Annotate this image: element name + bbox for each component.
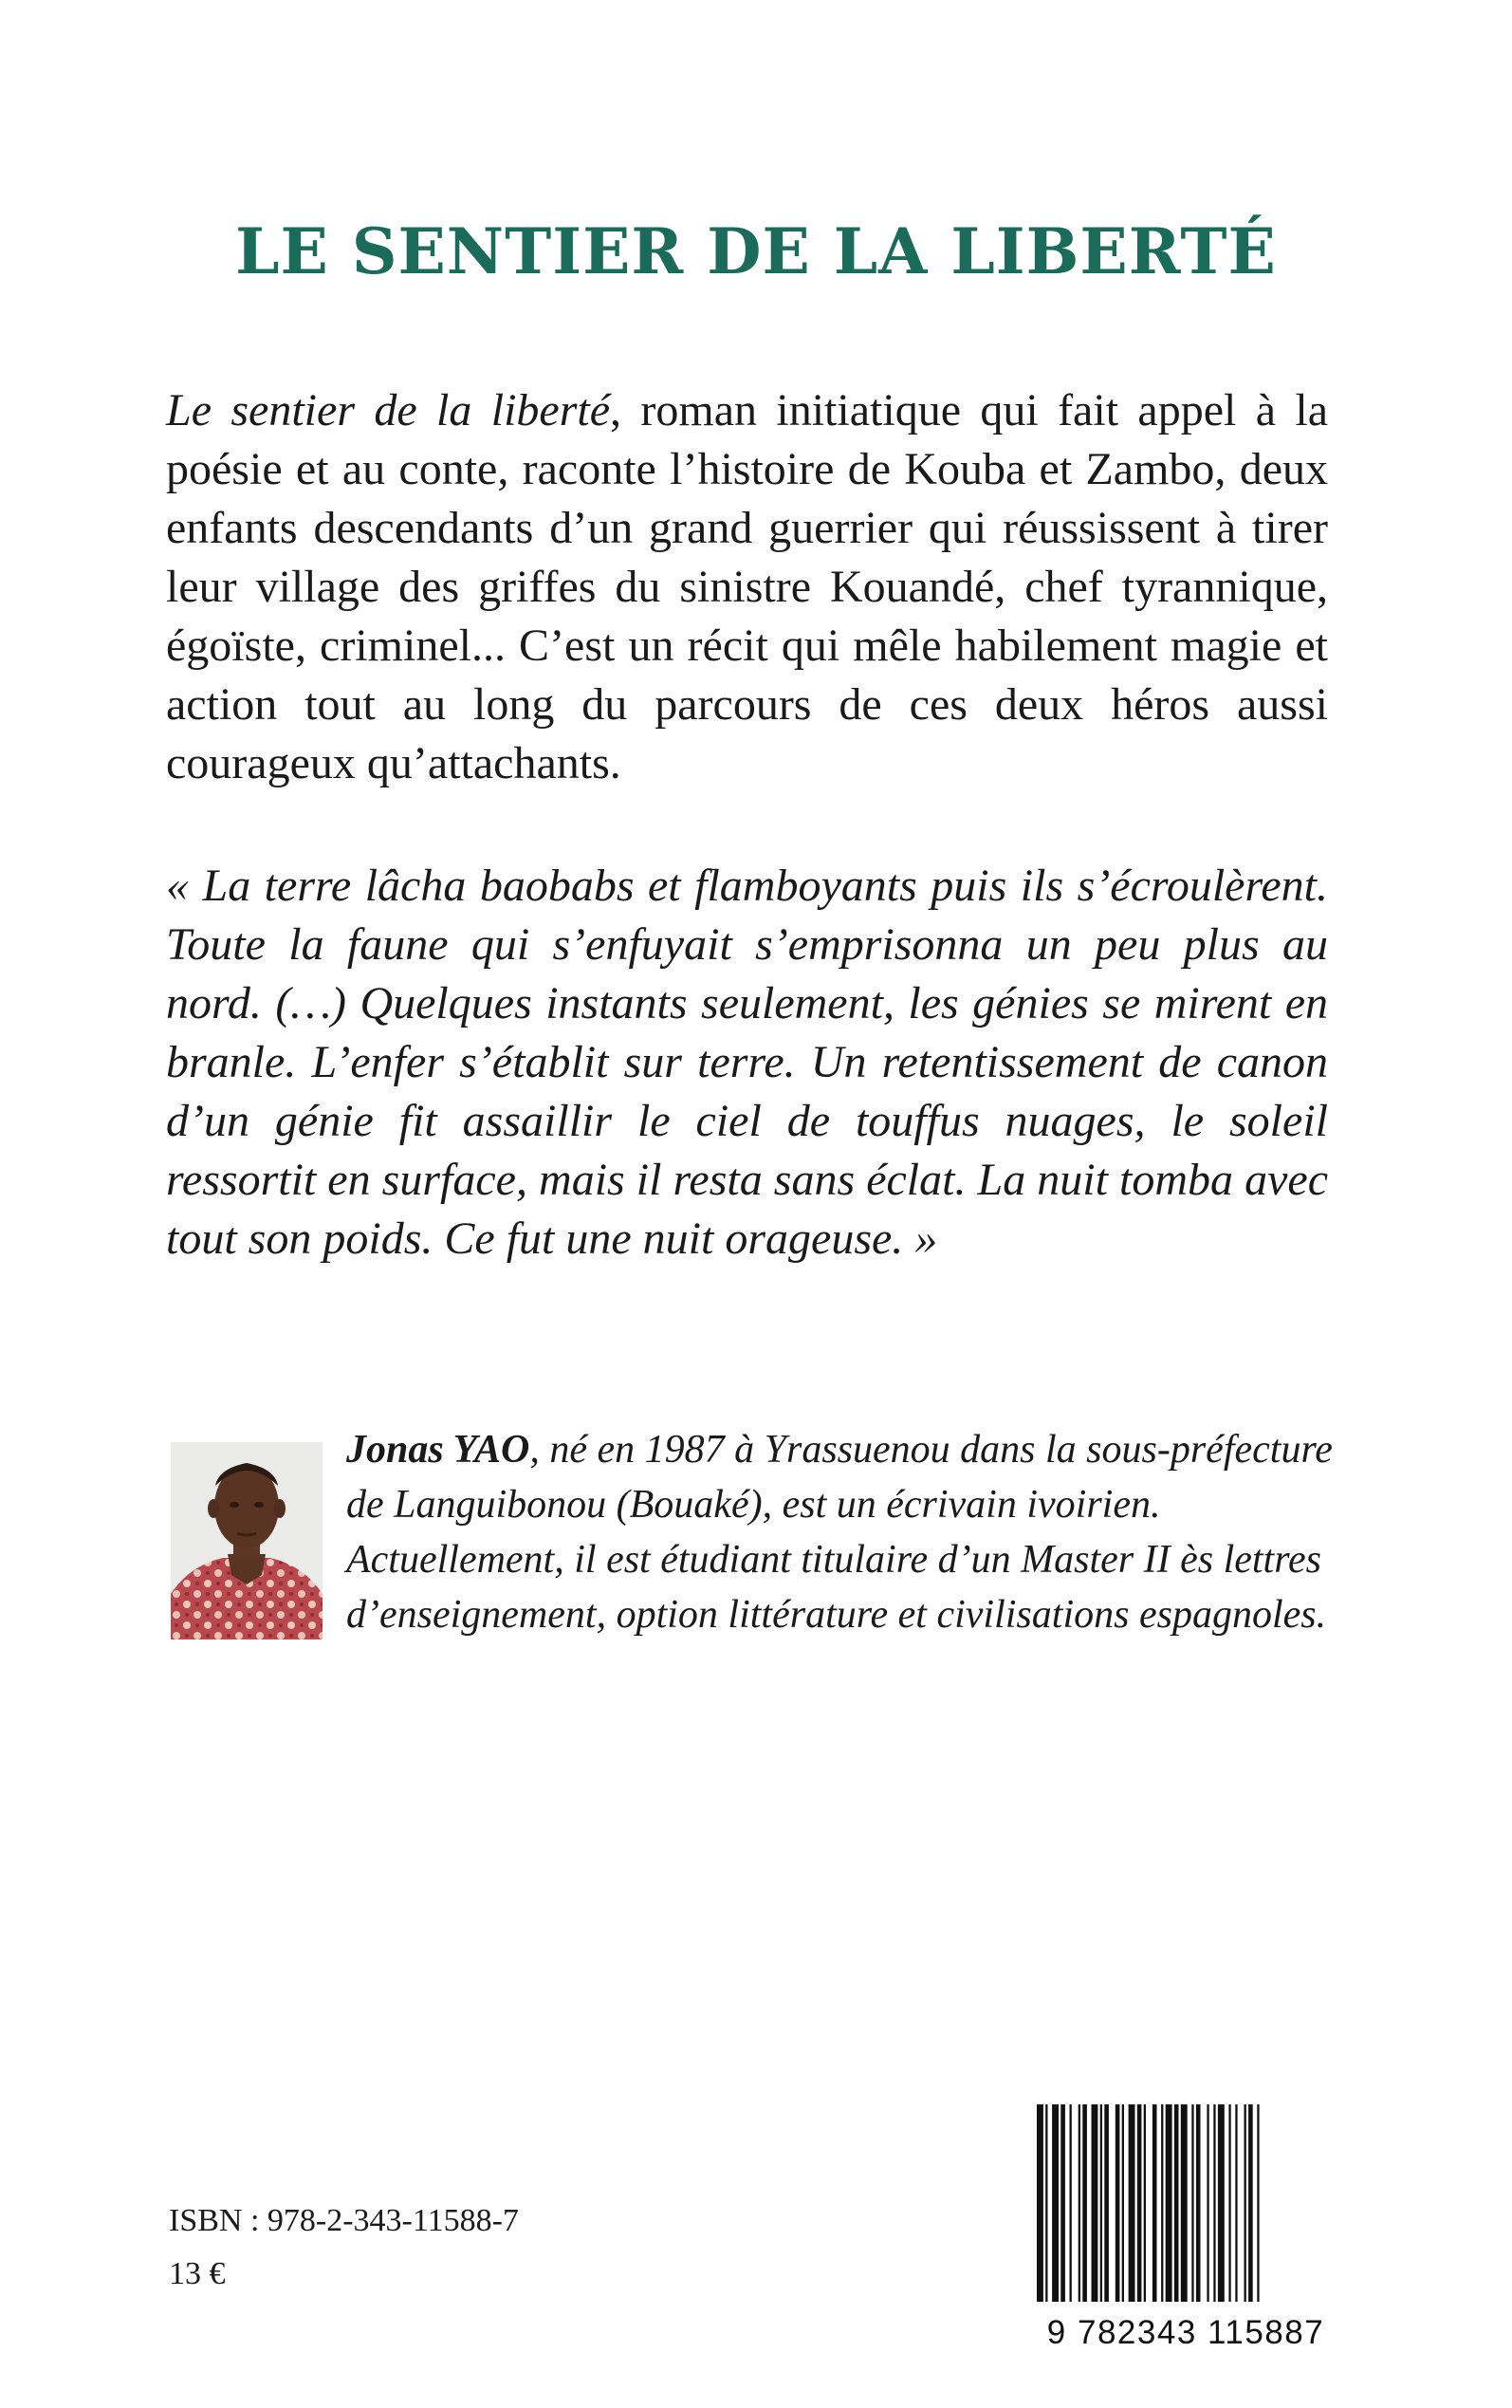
synopsis-book-title: Le sentier de la liberté	[166, 385, 611, 435]
book-title: LE SENTIER DE LA LIBERTÉ	[235, 214, 1277, 288]
author-bio	[346, 1422, 1333, 1642]
author-name: Jonas YAO	[346, 1428, 530, 1472]
author-bio-text: , né en 1987 à Yrassuenou dans la sous-préfecture de Languibonou (Bouaké), est un écrivain ivoirien. Actuellement, il est étudiant titulaire d’un Master II ès lettres d’enseignement, option littérature et civilisations espagnoles.	[346, 1428, 1333, 1637]
synopsis-text: , roman initiatique qui fait appel à la poésie et au conte, raconte l’histoire de Kouba et Zambo, deux enfants descendants d’un grand guerrier qui réussissent à tirer leur village des griffes du sinistre Kouandé, chef tyrannique, égoïste, criminel... C’est un récit qui mêle habilement magie et action tout au long du parcours de ces deux héros aussi courageux qu’attachants.	[166, 385, 1329, 788]
excerpt-quote: « La terre lâcha baobabs et flamboyants puis ils s’écroulèrent. Toute la faune qui s’enfuyait s’emprisonna un peu plus au nord. (…) Quelques instants seulement, les génies se mirent en branle. L’enfer s’établit sur terre. Un retentissement de canon d’un génie fit assaillir le ciel de touffus nuages, le soleil ressortit en surface, mais il resta sans éclat. La nuit tomba avec tout son poids. Ce fut une nuit orageuse. »	[166, 861, 1328, 1264]
price-label: 13 €	[169, 2256, 226, 2291]
barcode	[1029, 2099, 1342, 2355]
author-portrait-icon	[171, 1442, 323, 1639]
synopsis-paragraph	[166, 381, 1328, 793]
author-photo	[171, 1442, 323, 1639]
isbn-label: ISBN : 978-2-343-11588-7	[169, 2203, 519, 2238]
barcode-number: 9 782343 115887	[1046, 2314, 1325, 2351]
